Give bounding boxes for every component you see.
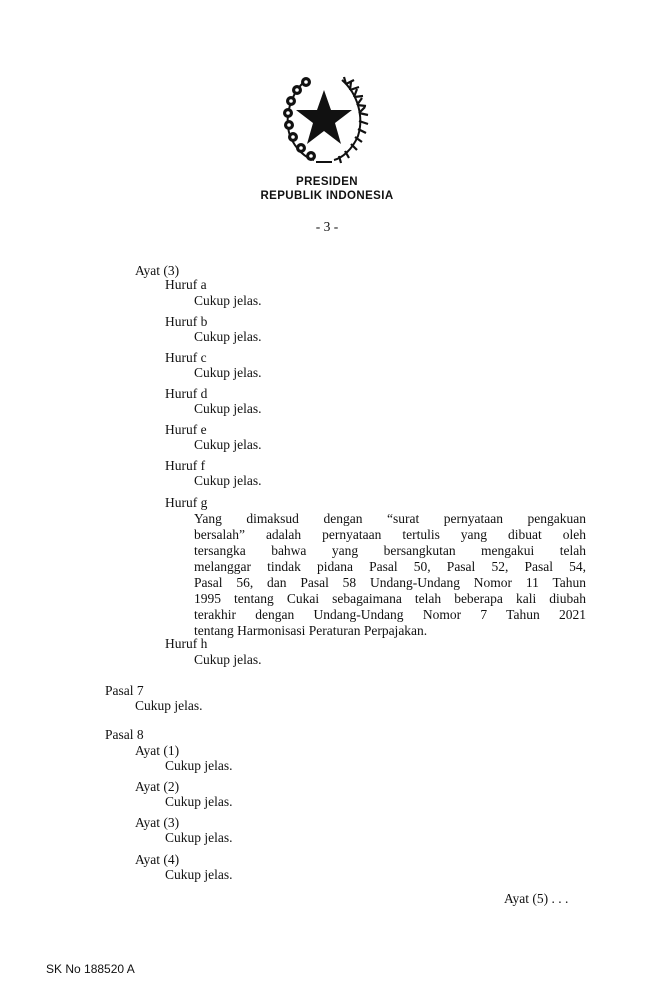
paragraph-line: 1995 tentang Cukai sebagaimana telah beberapa kali diubah — [194, 591, 586, 606]
pasal-8-ayat-3-label: Ayat (3) — [135, 815, 180, 830]
paragraph-line: tentang Harmonisasi Peraturan Perpajakan. — [194, 623, 428, 638]
huruf-h-text: Cukup jelas. — [194, 652, 262, 667]
paragraph-line: Pasal 56, dan Pasal 58 Undang-Undang Nomor 11 Tahun — [194, 575, 586, 590]
paragraph-line: terakhir dengan Undang-Undang Nomor 7 Tahun 2021 — [194, 607, 586, 622]
garuda-star-emblem-icon — [276, 72, 372, 168]
pasal-7-heading: Pasal 7 — [105, 683, 144, 698]
pasal-8-ayat-2-text: Cukup jelas. — [165, 794, 233, 809]
pasal-8-ayat-1-text: Cukup jelas. — [165, 758, 233, 773]
pasal-8-ayat-2-label: Ayat (2) — [135, 779, 180, 794]
huruf-g-label: Huruf g — [165, 495, 208, 510]
huruf-f-label: Huruf f — [165, 458, 206, 473]
sk-number: SK No 188520 A — [46, 962, 135, 976]
huruf-h-label: Huruf h — [165, 636, 208, 651]
huruf-c-text: Cukup jelas. — [194, 365, 262, 380]
huruf-b-text: Cukup jelas. — [194, 329, 262, 344]
huruf-e-text: Cukup jelas. — [194, 437, 262, 452]
pasal-7-text: Cukup jelas. — [135, 698, 203, 713]
pasal-8-ayat-4-label: Ayat (4) — [135, 852, 180, 867]
ayat-3-heading: Ayat (3) — [135, 263, 180, 278]
huruf-c-label: Huruf c — [165, 350, 207, 365]
huruf-a-label: Huruf a — [165, 277, 207, 292]
pasal-8-heading: Pasal 8 — [105, 727, 144, 742]
next-page-catchword: Ayat (5) . . . — [504, 891, 569, 906]
paragraph-line: Yang dimaksud dengan “surat pernyataan pengakuan — [194, 511, 586, 526]
paragraph-line: tersangka bahwa yang bersangkutan mengakui telah — [194, 543, 586, 558]
huruf-g-paragraph — [194, 511, 586, 639]
pasal-8-ayat-1-label: Ayat (1) — [135, 743, 180, 758]
header-title: PRESIDEN — [296, 176, 358, 188]
paragraph-line: bersalah” adalah pernyataan tertulis yang dibuat oleh — [194, 527, 586, 542]
huruf-e-label: Huruf e — [165, 422, 207, 437]
huruf-f-text: Cukup jelas. — [194, 473, 262, 488]
pasal-8-ayat-3-text: Cukup jelas. — [165, 830, 233, 845]
huruf-d-label: Huruf d — [165, 386, 208, 401]
huruf-d-text: Cukup jelas. — [194, 401, 262, 416]
header-subtitle: REPUBLIK INDONESIA — [260, 190, 394, 202]
pasal-8-ayat-4-text: Cukup jelas. — [165, 867, 233, 882]
huruf-a-text: Cukup jelas. — [194, 293, 262, 308]
paragraph-line: melanggar tindak pidana Pasal 50, Pasal 52, Pasal 54, — [194, 559, 586, 574]
huruf-b-label: Huruf b — [165, 314, 208, 329]
page-number: - 3 - — [315, 219, 339, 234]
